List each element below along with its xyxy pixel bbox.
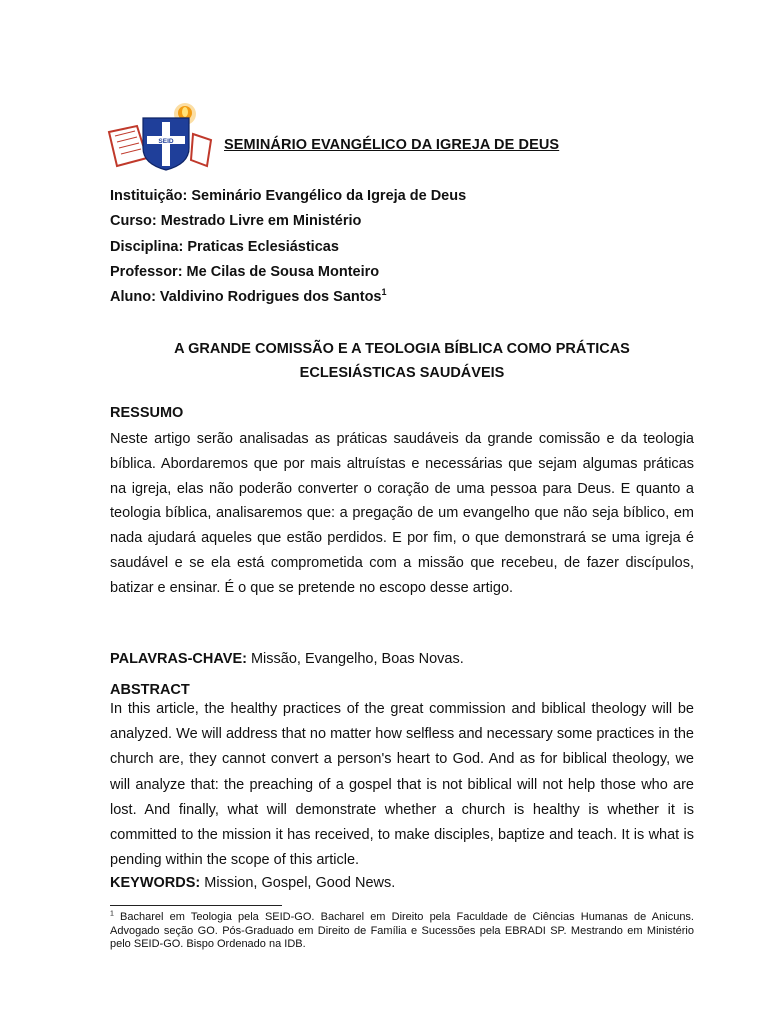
resumo-text: Neste artigo serão analisadas as práticas saudáveis da grande comissão e da teologia bíblica. Abordaremos que por mais altruístas e necessárias que sejam algumas práticas na igreja, elas não poderão converter o coração de uma pessoa para Deus. E quanto a teologia bíblica, analisaremos que: a pregação de um evangelho que não seja bíblico, em nada ajudará aqueles que estão perdidos. E por fim, o que demonstrará se uma igreja é saudável e se ela está comprometida com a missão que recebeu, de fazer discípulos, batizar e ensinar. É o que se pretende no escopo desse artigo. [110,431,694,596]
course-info [110,186,670,312]
student-name: Aluno: Valdivino Rodrigues dos Santos [110,289,382,306]
article-title-line-2: ECLESIÁSTICAS SAUDÁVEIS [299,364,505,381]
footnote-text: Bacharel em Teologia pela SEID-GO. Bacharel em Direito pela Faculdade de Ciências Humanas de Anicuns. Advogado seção GO. Pós-Graduado em Direito de Família e Sucessões pela EBRADI SP. Mestrando em Ministério pelo SEID-GO. Bispo Ordenado na IDB. [110,911,694,950]
institution-line: Instituição: Seminário Evangélico da Igreja de Deus [110,188,467,204]
palavras-chave [110,651,464,667]
abstract-heading: ABSTRACT [110,682,190,698]
abstract-text: In this article, the healthy practices of the great commission and biblical theology will be analyzed. We will address that no matter how selfless and necessary some practices in the church are, they cannot convert a person's heart to God. And as for biblical theology, we will analyze that: the preaching of a gospel that is not biblical will not help those who are lost. And finally, what will demonstrate whether a church is healthy is whether it is committed to the mission it has received, to make disciples, baptize and teach. It is what is pending within the scope of this article. [110,701,694,869]
keywords-values: Mission, Gospel, Good News. [200,875,396,891]
article-title [110,338,694,385]
seminary-logo-icon [107,100,217,172]
footnote-reference[interactable]: 1 [381,287,387,298]
palavras-chave-label: PALAVRAS-CHAVE: [110,651,247,667]
keywords [110,875,395,891]
footnote-mark: 1 [110,910,114,918]
professor-line: Professor: Me Cilas de Sousa Monteiro [110,263,380,280]
article-title-line-1: A GRANDE COMISSÃO E A TEOLOGIA BÍBLICA COMO PRÁTICAS [174,341,630,357]
footnote-divider [110,905,282,906]
palavras-chave-values: Missão, Evangelho, Boas Novas. [246,651,464,667]
keywords-label: KEYWORDS: [110,875,201,891]
course-line: Curso: Mestrado Livre em Ministério [110,213,362,230]
student-line [110,287,670,312]
seminary-title: SEMINÁRIO EVANGÉLICO DA IGREJA DE DEUS [224,137,560,153]
footnote [110,911,694,952]
discipline-line: Disciplina: Praticas Eclesiásticas [110,238,339,255]
resumo-heading: RESSUMO [110,405,184,421]
svg-text:SEID: SEID [158,138,174,145]
